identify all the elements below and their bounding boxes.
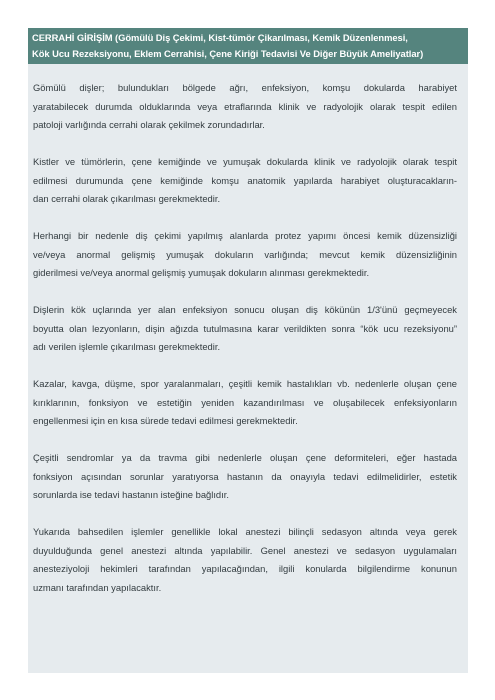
text-line: engellenmesi için en kısa sürede tedavi edilmesi gerekmektedir. [33, 415, 298, 426]
text-line: Kistler ve tümörlerin, çene kemiğinde ve yumuşak dokularda klinik ve radyolojik olarak tespit [33, 156, 457, 167]
text-line: duyulduğunda genel anestezi altında yapılabilir. Genel anestezi ve sedasyon uygulamaları [33, 544, 457, 556]
text-line: giderilmesi ve/veya anormal gelişmiş yumuşak dokuların alınması gerekmektedir. [33, 267, 370, 278]
text-line: fonksiyon açısından sorunlar yaratıyorsa hastanın da onayıyla tedavi edilmelidirler, estetik [33, 470, 457, 482]
paragraph-impacted-teeth [33, 79, 457, 135]
text-line: yaratabilecek durumda olduklarında veya etraflarında klinik ve radyolojik olarak tespit edilen [33, 100, 457, 112]
text-line: Yukarıda bahsedilen işlemler genellikle lokal anestezi bilinçli sedasyon altında veya gerek [33, 526, 457, 537]
paragraph-jaw-fractures [33, 375, 457, 431]
text-line: adı verilen işlemle çıkarılması gerekmektedir. [33, 341, 221, 352]
text-line: Herhangi bir nedenle diş çekimi yapılmış alanlarda protez yapımı öncesi kemik düzensizliği [33, 230, 457, 241]
text-line: Gömülü dişler; bulundukları bölgede ağrı, enfeksiyon, komşu dokularda harabiyet [33, 82, 457, 93]
text-line: Çeşitli sendromlar ya da travma gibi nedenlerle oluşan çene deformiteleri, eğer hastada [33, 452, 457, 463]
section-header [28, 28, 468, 64]
text-line: dan cerrahi olarak çıkarılması gerekmektedir. [33, 193, 221, 204]
text-line: edilmesi durumunda çene kemiğinde komşu anatomik yapılarda harabiyet oluşturacakların- [33, 174, 457, 186]
text-line: Kazalar, kavga, düşme, spor yaralanmaları, çeşitli kemik hastalıkları vb. nedenlerle oluşan çene [33, 378, 457, 389]
header-line: Kök Ucu Rezeksiyonu, Eklem Cerrahisi, Çene Kiriği Tedavisi Ve Diğer Büyük Ameliyatlar) [32, 48, 424, 59]
text-line: anesteziyoloji hekimleri tarafından yapılacağından, ilgili konularda bilgilendirme konunun [33, 563, 457, 574]
text-line: uzmanı tarafından yapılacaktır. [33, 581, 162, 593]
paragraph-bone-correction [33, 227, 457, 283]
paragraph-cysts-tumors [33, 153, 457, 209]
text-line: sorunlarda ise tedavi hastanın isteğine bağlıdır. [33, 489, 229, 500]
text-line: boyutta olan lezyonların, dişin ağızda tutulmasına karar verildikten sonra “kök ucu rezeksiyonu” [33, 322, 457, 334]
body-text [28, 64, 468, 597]
header-line: CERRAHİ GİRİŞİM (Gömülü Diş Çekimi, Kist-tümör Çikarılması, Kemik Düzenlenmesi, [32, 32, 408, 43]
text-line: Dişlerin kök uçlarında yer alan enfeksiyon sonucu oluşan diş kökünün 1/3'ünü geçmeyecek [33, 304, 457, 315]
paragraph-jaw-deformities [33, 449, 457, 505]
text-line: patoloji varlığında cerrahi olarak çekilmek zorundadırlar. [33, 119, 265, 130]
text-line: ve/veya anormal gelişmiş yumuşak dokuların varlığında; mevcut kemik düzensizliğinin [33, 248, 457, 260]
document-panel [28, 28, 468, 673]
text-line: kırıklarının, fonksiyon ve estetiğin yeniden kazandırılması ve oluşabilecek enfeksiyonların [33, 396, 457, 408]
paragraph-anesthesia [33, 523, 457, 597]
paragraph-root-resection [33, 301, 457, 357]
